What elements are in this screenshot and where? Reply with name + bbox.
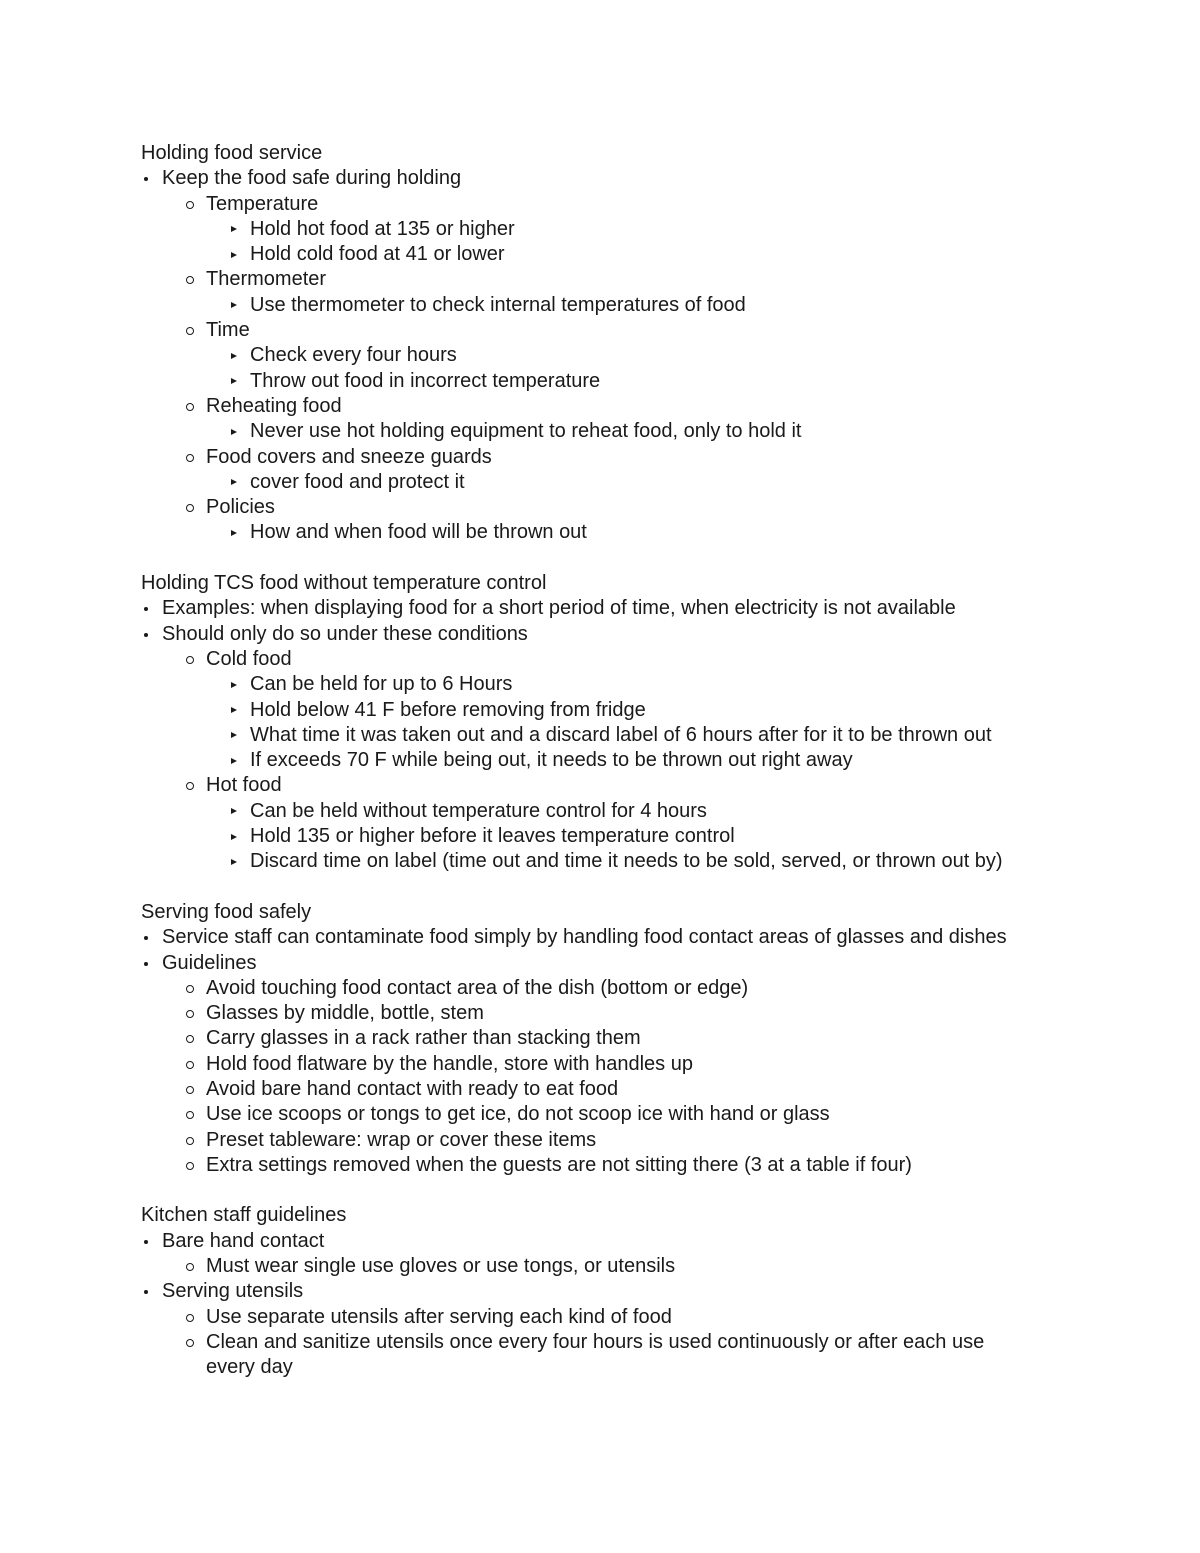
list-item <box>141 1001 1141 1026</box>
list-item-text: Temperature <box>206 192 319 215</box>
list-item <box>141 267 1141 292</box>
bullet-circle-icon <box>185 495 199 520</box>
list-item-text: Extra settings removed when the guests are not sitting there (3 at a table if four) <box>206 1153 912 1176</box>
list-item <box>141 192 1141 217</box>
list-item-text: cover food and protect it <box>250 470 465 493</box>
bullet-arrow-icon <box>228 343 242 368</box>
list-item <box>141 419 1141 444</box>
bullet-circle-icon <box>185 1052 199 1077</box>
list-item-text: Use thermometer to check internal temperatures of food <box>250 293 746 316</box>
list-item-text: Hold food flatware by the handle, store with handles up <box>206 1052 693 1075</box>
list-item <box>141 242 1141 267</box>
list-item-text: If exceeds 70 F while being out, it needs to be thrown out right away <box>250 749 853 772</box>
bullet-circle-icon <box>185 394 199 419</box>
document-page <box>141 141 1141 1381</box>
bullet-dot-icon <box>141 596 155 621</box>
list-item-text: Time <box>206 319 250 342</box>
list-item-text: Hot food <box>206 774 282 797</box>
bullet-arrow-icon <box>228 698 242 723</box>
list-item-text: Policies <box>206 496 275 519</box>
bullet-circle-icon <box>185 1001 199 1026</box>
list-item-text: Should only do so under these conditions <box>162 622 528 645</box>
bullet-arrow-icon <box>228 293 242 318</box>
list-item <box>141 723 1141 748</box>
list-item <box>141 672 1141 697</box>
list-item <box>141 596 1141 621</box>
list-item-text: Food covers and sneeze guards <box>206 445 492 468</box>
list-item <box>141 1102 1141 1127</box>
bullet-circle-icon <box>185 318 199 343</box>
bullet-circle-icon <box>185 1153 199 1178</box>
list-item <box>141 495 1141 520</box>
list-item-text: How and when food will be thrown out <box>250 521 587 544</box>
section-spacer <box>141 1178 1141 1203</box>
list-item <box>141 343 1141 368</box>
list-item <box>141 976 1141 1001</box>
bullet-dot-icon <box>141 1279 155 1304</box>
bullet-arrow-icon <box>228 748 242 773</box>
list-item-text: Cold food <box>206 647 292 670</box>
list-item-text: Reheating food <box>206 394 342 417</box>
section-heading: Kitchen staff guidelines <box>141 1204 347 1227</box>
bullet-dot-icon <box>141 925 155 950</box>
list-item <box>141 1254 1141 1279</box>
list-item <box>141 470 1141 495</box>
list-item <box>141 951 1141 976</box>
list-item <box>141 318 1141 343</box>
bullet-arrow-icon <box>228 217 242 242</box>
list-item <box>141 166 1141 191</box>
bullet-arrow-icon <box>228 672 242 697</box>
list-item-text: Examples: when displaying food for a short period of time, when electricity is not available <box>162 597 956 620</box>
list-item <box>141 1330 1036 1381</box>
list-item-text: Throw out food in incorrect temperature <box>250 369 601 392</box>
list-item <box>141 748 1141 773</box>
bullet-dot-icon <box>141 1229 155 1254</box>
list-item <box>141 369 1141 394</box>
bullet-circle-icon <box>185 773 199 798</box>
list-item <box>141 1026 1141 1051</box>
bullet-circle-icon <box>185 1305 199 1330</box>
list-item <box>141 698 1141 723</box>
list-item <box>141 1077 1141 1102</box>
bullet-arrow-icon <box>228 470 242 495</box>
bullet-arrow-icon <box>228 824 242 849</box>
bullet-arrow-icon <box>228 799 242 824</box>
bullet-arrow-icon <box>228 520 242 545</box>
list-item <box>141 1305 1141 1330</box>
list-item-text: Can be held without temperature control for 4 hours <box>250 799 707 822</box>
bullet-circle-icon <box>185 1026 199 1051</box>
list-item <box>141 1279 1141 1304</box>
bullet-circle-icon <box>185 1254 199 1279</box>
bullet-circle-icon <box>185 445 199 470</box>
list-item-text: Keep the food safe during holding <box>162 167 462 190</box>
list-item <box>141 445 1141 470</box>
list-item-text: Use separate utensils after serving each kind of food <box>206 1305 672 1328</box>
list-item <box>141 394 1141 419</box>
list-item-text: Guidelines <box>162 951 257 974</box>
bullet-arrow-icon <box>228 242 242 267</box>
list-item-text: Serving utensils <box>162 1280 304 1303</box>
section-heading: Holding TCS food without temperature control <box>141 572 547 595</box>
section-spacer <box>141 546 1141 571</box>
list-item-text: Bare hand contact <box>162 1229 325 1252</box>
list-item <box>141 799 1141 824</box>
list-item-text: Hold 135 or higher before it leaves temperature control <box>250 825 735 848</box>
list-item-text: Check every four hours <box>250 344 457 367</box>
section-heading: Serving food safely <box>141 900 312 923</box>
section-heading: Holding food service <box>141 142 323 164</box>
bullet-dot-icon <box>141 622 155 647</box>
bullet-circle-icon <box>185 267 199 292</box>
list-item-text: Avoid touching food contact area of the dish (bottom or edge) <box>206 976 749 999</box>
list-item-text: Glasses by middle, bottle, stem <box>206 1002 484 1025</box>
list-item-text: Preset tableware: wrap or cover these items <box>206 1128 597 1151</box>
bullet-circle-icon <box>185 192 199 217</box>
section-spacer <box>141 875 1141 900</box>
list-item <box>141 647 1141 672</box>
list-item-text: Use ice scoops or tongs to get ice, do not scoop ice with hand or glass <box>206 1103 830 1126</box>
list-item-text: Hold below 41 F before removing from fridge <box>250 698 646 721</box>
list-item-text: Carry glasses in a rack rather than stacking them <box>206 1027 641 1050</box>
list-item-text: Avoid bare hand contact with ready to eat food <box>206 1077 619 1100</box>
list-item-text: Service staff can contaminate food simply by handling food contact areas of glasses and dishes <box>162 926 1007 949</box>
list-item <box>141 925 1022 950</box>
bullet-circle-icon <box>185 647 199 672</box>
list-item <box>141 1153 1141 1178</box>
list-item <box>141 622 1141 647</box>
list-item-text: Discard time on label (time out and time it needs to be sold, served, or thrown out by) <box>250 850 1003 873</box>
bullet-arrow-icon <box>228 723 242 748</box>
list-item-text: What time it was taken out and a discard label of 6 hours after for it to be thrown out <box>250 723 992 746</box>
bullet-arrow-icon <box>228 369 242 394</box>
list-item-text: Clean and sanitize utensils once every four hours is used continuously or after each use every day <box>206 1330 985 1379</box>
list-item-text: Must wear single use gloves or use tongs, or utensils <box>206 1255 676 1278</box>
list-item-text: Hold hot food at 135 or higher <box>250 217 515 240</box>
bullet-circle-icon <box>185 1077 199 1102</box>
list-item <box>141 1229 1141 1254</box>
bullet-circle-icon <box>185 1330 199 1355</box>
bullet-arrow-icon <box>228 419 242 444</box>
bullet-circle-icon <box>185 1102 199 1127</box>
list-item <box>141 1128 1141 1153</box>
bullet-dot-icon <box>141 166 155 191</box>
list-item <box>141 773 1141 798</box>
list-item-text: Thermometer <box>206 268 327 291</box>
list-item <box>141 520 1141 545</box>
list-item-text: Can be held for up to 6 Hours <box>250 673 513 696</box>
bullet-circle-icon <box>185 976 199 1001</box>
bullet-arrow-icon <box>228 849 242 874</box>
list-item <box>141 1052 1141 1077</box>
list-item <box>141 217 1141 242</box>
bullet-circle-icon <box>185 1128 199 1153</box>
list-item-text: Never use hot holding equipment to reheat food, only to hold it <box>250 420 802 443</box>
list-item <box>141 824 1141 849</box>
list-item <box>141 849 1141 874</box>
bullet-dot-icon <box>141 951 155 976</box>
list-item-text: Hold cold food at 41 or lower <box>250 243 505 266</box>
list-item <box>141 293 1141 318</box>
